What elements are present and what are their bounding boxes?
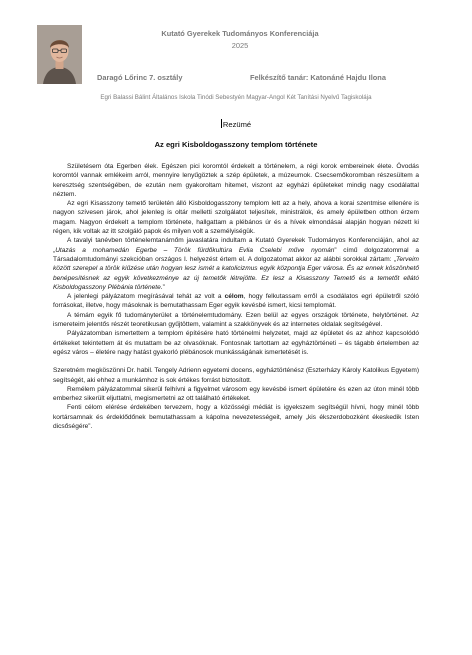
paragraph: Az egri Kisasszony temető területén álló Kisboldogasszony templom lett az a hely, ahova a korai szentmise ellenére is nagyon szívesen járok, ahol jelenleg is oltár melletti szolgálatot teljesítek, ministrálok, és amely épületben otthon érzem magam. Nagyon érdekelt a templom története, hallgattam a plébános úr és a hívek elmondásai alapján hogyan nézett ki régen, kik voltak az itt szolgáló papok és milyen volt a személyiségük. xyxy=(53,200,419,236)
paragraph: Remélem pályázatommal sikerül felhívni a figyelmet városom egy kevésbé ismert épületére és ezen az úton minél több emberhez sikerült eljuttatni, megismertetni az ott található értékeket. xyxy=(53,385,419,403)
paragraph: A témám egyik fő tudományterület a történelemtudomány. Ezen belül az egyes országok története, helytörténet. Az ismereteim jelentős részét teoretikusan gyűjtöttem, valamint a szakkönyvek és az internetes oldalak segítségével. xyxy=(53,311,419,329)
paragraph-text: ” xyxy=(162,283,165,291)
document-label xyxy=(0,119,472,129)
paragraph xyxy=(53,292,419,311)
paragraph: Szeretném megköszönni Dr. habil. Tengely Adrienn egyetemi docens, egyháztörténész (Eszterházy Károly Katolikus Egyetem) segítségét, aki ehhez a munkámhoz is sok értékes forrást biztosított. xyxy=(53,367,419,384)
paragraph-text: A tavalyi tanévben történelemtanárnőm javaslatára indultam a Kutató Gyerekek Tudományos Konferenciáján, ahol az „ xyxy=(53,237,419,254)
resume-label: Rezümé xyxy=(222,120,252,129)
document-title: Az egri Kisboldogasszony templom története xyxy=(154,140,318,149)
conference-title: Kutató Gyerekek Tudományos Konferenciája xyxy=(161,29,319,38)
paragraph-text: A jelenlegi pályázatom megírásával tehát az volt a xyxy=(67,293,225,301)
quoted-text: Terveim között szerepel a török kiűzése után hogyan lesz ismét a katolicizmus egyik központja Eger városa. És az ennek köszönhető benépesítésnek az egyik következménye az új temetők létrejötte. Ez lesz a Kisasszony Temető és a temetőt ellátó Kisboldogasszony Plébánia története. xyxy=(53,255,419,291)
mentor-name: Felkészítő tanár: Katonáné Hajdu Ilona xyxy=(250,73,386,82)
document-body xyxy=(53,162,419,431)
paragraph-text: ” című dolgozatommal a Társadalomtudományi szekcióban országos I. helyezést értem el. A dolgozatomat akkor az alábbi sorokkal zártam: „ xyxy=(53,246,419,263)
paragraph: Fenti célom elérése érdekében tervezem, hogy a közösségi médiát is igyekszem segítségül hívni, hogy minél több kortársamnak és érdeklődőnek bemutathassam a kápolna nevezetességeit, amely „kis ékszerdobozként ékeskedik Isten dicsőségére”. xyxy=(53,404,419,431)
paragraph: Pályázatomban ismertettem a templom építésére ható történelmi helyzetet, majd az épületet és az ahhoz kapcsolódó értékeket tekintettem át és mutattam be az olvasóknak. Fontosnak tartottam az egyháztörténeti – és tágabb értelemben az egész város – életére nagy hatást gyakorló plébánosok munkásságának ismertetését is. xyxy=(53,330,419,356)
paper-title: Utazás a mohamedán Egerbe – Török fürdőkultúra Evlia Cselebi műve nyomán xyxy=(55,246,335,254)
conference-year: 2025 xyxy=(231,41,249,50)
portrait-image xyxy=(37,25,82,84)
paragraph: Születésem óta Egerben élek. Egészen pici koromtól érdekelt a történelem, a régi korok embereinek élete. Óvodás koromtól vannak emlékeim arról, mennyire lenyűgöztek a szép épületek, a múzeumok. Csecsemőkoromban részesültem a keresztség szentségében, de ezután nem gyakoroltam hitemet, viszont az egyházi épületeket mindig nagy csodálattal néztem. xyxy=(53,163,419,198)
school-name: Egri Balassi Bálint Általános Iskola Tinódi Sebestyén Magyar-Angol Két Tanítási Nyelvű Tagiskolája xyxy=(100,94,372,101)
author-photo xyxy=(37,25,82,84)
goal-keyword: célom xyxy=(224,293,244,301)
author-name: Daragó Lőrinc 7. osztály xyxy=(97,73,183,82)
text-cursor xyxy=(221,119,222,128)
paragraph xyxy=(53,236,419,292)
paragraph-text: , hogy felkutassam erről a csodálatos egri épületről szóló forrásokat, illetve, hogy másoknak is bemutathassam Eger egyik kevésbé ismert, kicsi templomát. xyxy=(53,293,419,310)
